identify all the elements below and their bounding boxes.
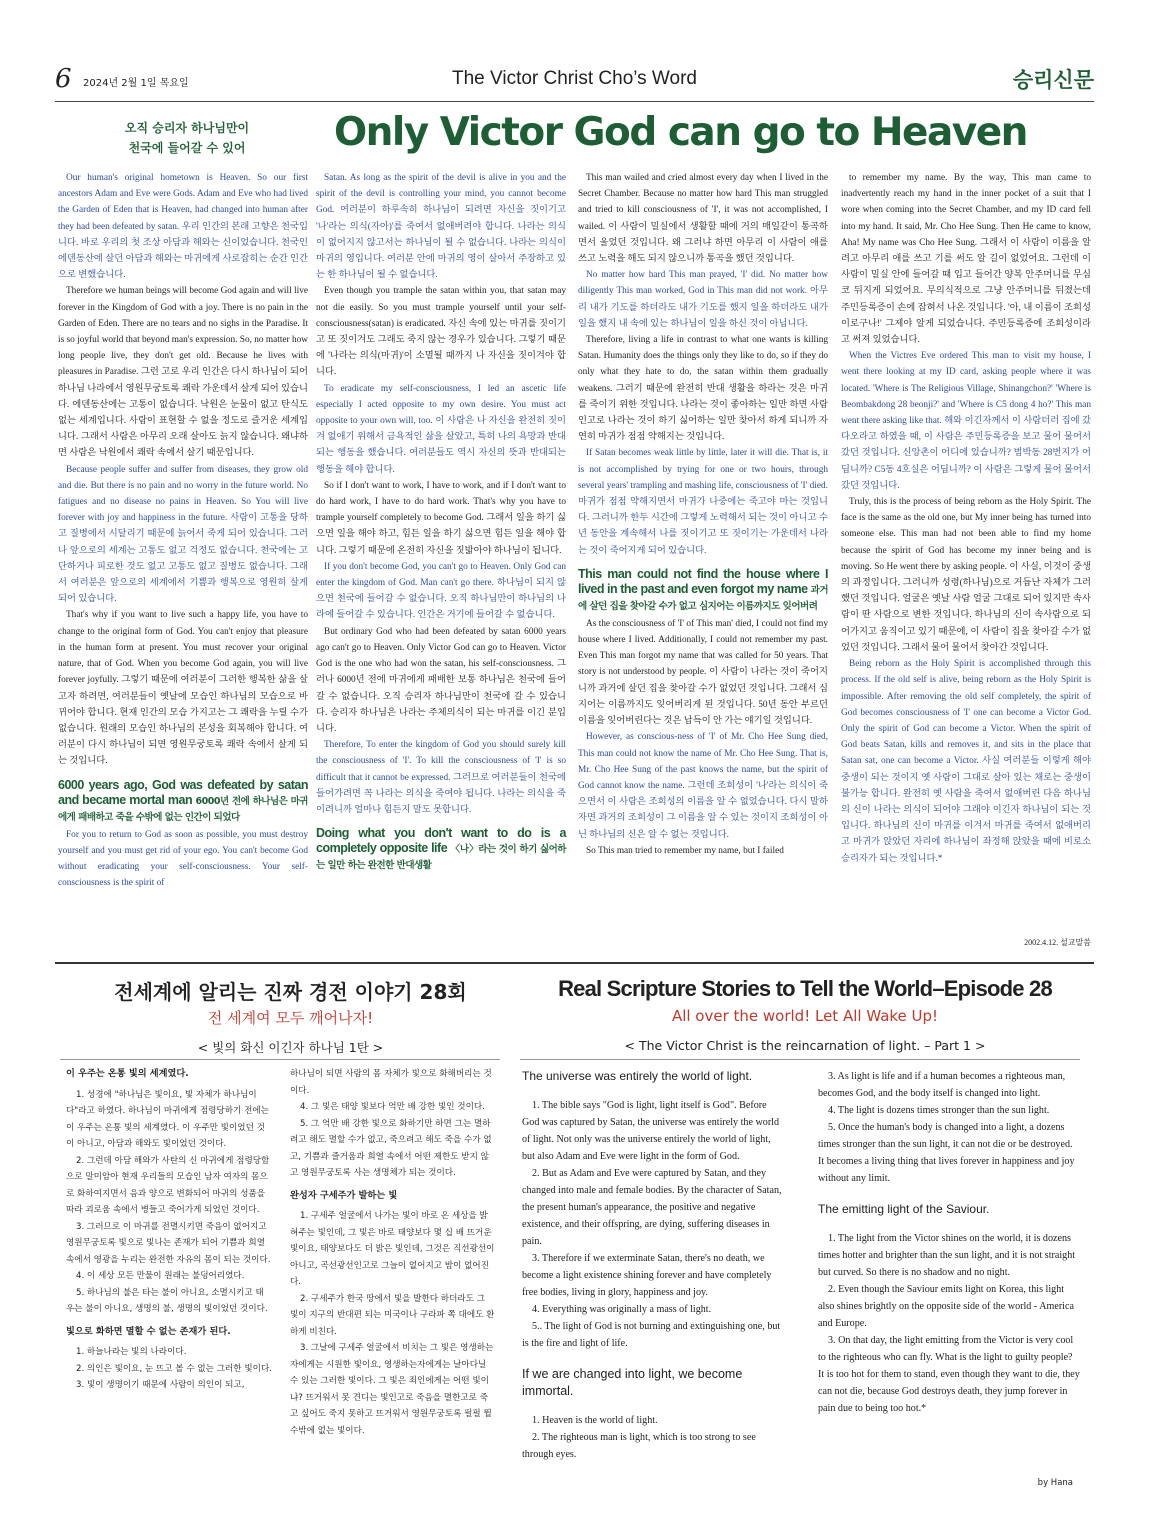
- section-heading: The emitting light of the Saviour.: [818, 1202, 990, 1216]
- kicker-line-1: 오직 승리자 하나님만이: [124, 121, 250, 135]
- paragraph: Therefore, living a life in contrast to what one wants is killing Satan. Humanity does the things only they like to do, so if they do only what they hate to do, the satan within them gradually weakens. 그러기 때문에 완전히 반대 생활을 하라는 것은 마귀를 죽이기 위한 것입니다. 나라는 것이 좋아하는 일만 하면 사람인고로 나라는 것이 하기 싫어하는 일만 찾아서 하게 되니까 자연히 마귀가 점점 약해지는 것입니다.: [578, 335, 828, 443]
- paragraph: 3. On that day, the light emitting from the Victor is very cool to the righteous who can fly. What is the light to guilty people? It is too hot for them to stand, even though they want to die, they can not die, because God destroys death, they jump forever in pain due to being too hot.*: [818, 1335, 1080, 1414]
- subheading: [58, 778, 308, 825]
- english-series-title: Real Scripture Stories to Tell the World–Episode 28: [558, 976, 1052, 1001]
- paragraph: If you don't become God, you can't go to Heaven. Only God can enter the kingdom of God. Man can't go there. 하나님이 되지 않으면 천국에 들어갈 수 없습니다. 오직 하나님만이 하나님의 나라에 들어갈 수 있습니다. 인간은 거기에 들어갈 수 없습니다.: [316, 561, 566, 621]
- paragraph: to remember my name. By the way, This man came to inadvertently reach my hand in the inner pocket of a suit that I wore when coming into the Secret Chamber, and my ID card fell into my hand. It said, Mr. Cho Hee Sung. Then He came to know, Aha! My name was Cho Hee Sung. 그래서 이 사람이 이름을 알려고 아무리 애를 쓰고 기를 써도 알 길이 없었어요. 그런데 이 사람이 밀실 안에 들어갈 때 입고 들어간 양복 안주머니를 무심코 뒤지게 되었어요. 무의식적으로 그냥 안주머니를 뒤졌는데 주민등록증이 손에 잡혀서 나온 것입니다. '아, 내 이름이 조희성이로구나!' 그제야 알게 되었습니다. 주민등록증에 조희성이라고 써져 있었습니다.: [841, 173, 1091, 346]
- paragraph: 4. 이 세상 모든 만물이 원래는 불덩어리였다.: [76, 1271, 245, 1281]
- paragraph: 하나님이 되면 사람의 몸 자체가 빛으로 화해버리는 것이다.: [290, 1069, 492, 1096]
- section-heading: The universe was entirely the world of light.: [522, 1069, 753, 1083]
- section-heading: 이 우주는 온통 빛의 세계였다.: [66, 1068, 189, 1079]
- article-column-3: [578, 170, 828, 859]
- paragraph: 5. 그 억만 배 강한 빛으로 화하기만 하면 그는 멸하려고 해도 멸할 수가 없고, 죽으려고 해도 죽을 수가 없고, 기쁨과 즐거움과 희열 속에서 어떤 제한도 받지 않고 영원무궁토록 사는 생명체가 되는 것이다.: [290, 1118, 492, 1178]
- english-story-right: [818, 1068, 1080, 1417]
- subheading-english: This man could not find the house where I lived in the past and even forgot my name: [578, 566, 828, 596]
- subheading: [578, 567, 828, 614]
- paragraph: For you to return to God as soon as possible, you must destroy yourself and you must get rid of your ego. You can't become God without eradicating your self-consciousness. Your self-consciousness is the spirit of: [58, 829, 308, 889]
- section-heading: If we are changed into light, we become immortal.: [522, 1367, 743, 1398]
- article-column-4: [841, 170, 1091, 867]
- english-series-subtitle: All over the world! Let All Wake Up!: [671, 1007, 939, 1025]
- section-heading: 완성자 구세주가 발하는 빛: [290, 1189, 398, 1201]
- paragraph: Because people suffer and suffer from diseases, they grow old and die. But there is no pain and no worry in the future world. No fatigues and no disease no pains in Heaven. So You will live forever with joy and happiness in the future. 사람이 고통을 당하고 질병에서 시달리기 때문에 늙어서 죽게 되어 있습니다. 그러나 앞으로의 세계는 고통도 없고 걱정도 없습니다. 천국에는 고단하거나 피로한 것도 없고 고통도 없고 질병도 없습니다. 그래서 여러분은 앞으로의 세계에서 기쁨과 행복으로 영원히 살게 되어 있습니다.: [58, 464, 308, 605]
- paragraph: 2. But as Adam and Eve were captured by Satan, and they changed into male and female bodies. By the character of Satan, the present human's appearance, the positive and negative existence, and their offspring, are dying, suffering diseases in pain.: [522, 1168, 782, 1247]
- korean-series-title: 전세계에 알리는 진짜 경전 이야기 28회: [114, 980, 467, 1004]
- paragraph: When the Victres Eve ordered This man to visit my house, I went there looking at my ID card, asking people where it was located. 'Where is The Religious Village, Shinangchon?' 'Where is Beombakdong 28 beonji?' and 'Where is C5 dong 4 ho?' This man went there asking like that. 해와 이긴자께서 이 사람더러 집에 갔다오라고 하였을 때, 이 사람은 주민등록증을 보고 물어 물어서 갔던 것입니다. 신앙촌이 어디에 있습니까? 범박동 28번지가 어딥니까? C5동 4호실은 어딥니까? 이 사람은 그렇게 물어 물어서 갔던 것입니다.: [841, 351, 1091, 491]
- paragraph: Satan. As long as the spirit of the devil is alive in you and the spirit of the devil is controlling your mind, you cannot become God. 여러분이 하루속히 하나님이 되려면 자신을 짓이기고 '나'라는 의식(자아)'를 죽여서 없애버려야 합니다. 나라는 의식이 없어지지 않고서는 하나님이 될 수 없습니다. 나라는 의식이 마귀의 영입니다. 여러분 안에 마귀의 영이 살아서 주장하고 있는 한 하나님이 될 수 없습니다.: [316, 173, 566, 281]
- paragraph: Therefore, To enter the kingdom of God you should surely kill the consciousness of 'I'. To kill the consciousness of 'I' is so difficult that it cannot be expressed. 그러므로 여러분들이 천국에 들어가려면 꼭 나라는 의식을 죽여야 됩니다. 나라는 의식을 죽이려니까 얼마나 힘든지 말도 못합니다.: [316, 740, 566, 815]
- paragraph: If Satan becomes weak little by little, later it will die. That is, it is not accomplished by trying for one or two hours, through several years' trampling and mashing life, consciousness of 'I' died. 마귀가 점점 약해지면서 마귀가 나중에는 죽고야 마는 것입니다. 그러니까 한두 시간에 그렇게 노력해서 되는 것이 아니고 수년 동안을 계속해서 나를 짓이기고 또 짓이기는 가운데서 나라는 것이 죽어지게 되어 있습니다.: [578, 448, 828, 556]
- paragraph: But ordinary God who had been defeated by satan 6000 years ago can't go to Heaven. Only Victor God can go to Heaven. Victor God is the one who had won the satan, his self-consciousness. 그러나 6000년 전에 마귀에게 패배한 보통 하나님은 천국에 들어갈 수 없습니다. 오직 승리자 하나님만이 천국에 갈 수 있습니다. 승리자 하나님은 나라는 주체의식이 되는 마귀를 이긴 분입니다.: [316, 626, 566, 734]
- paragraph: 5.. The light of God is not burning and extinguishing one, but is the fire and light of life.: [522, 1321, 781, 1349]
- paragraph: 1. 성경에 "하나님은 빛이요, 빛 자체가 하나님이다"라고 하였다. 하나님이 마귀에게 점령당하기 전에는 이 우주는 온통 빛의 세계였다. 이 우주만 빛이었던 것이 아니고, 아담과 해와도 빛이었던 것이다.: [66, 1089, 269, 1149]
- paragraph: Therefore we human beings will become God again and will live forever in the Kingdom of God with a joy. There is no pain in the Garden of Eden. There are no tears and no sighs in the Paradise. It is so joyful world that beyond man's expression. So, no matter how long people live, they don't get old. Because he lives with pleasures in Paradise. 그런 고로 우리 인간은 다시 하나님이 되어 하나님 나라에서 영원무궁토록 쾌락 가운데서 살게 되어 있습니다. 에덴동산에는 고통이 없습니다. 낙원은 눈물이 없고 탄식도 없는 세계입니다. 사람이 표현할 수 없을 정도로 즐거운 세계입니다. 그래서 사람은 아무리 오래 살아도 늙지 않습니다. 왜냐하면 사람은 낙원에서 쾌락 속에서 살기 때문입니다.: [58, 286, 308, 459]
- article-column-2: [316, 170, 566, 875]
- article-headline: Only Victor God can go to Heaven: [334, 110, 1027, 155]
- byline: by Hana: [1037, 1478, 1073, 1488]
- paragraph: 3. 그날에 구세주 얼굴에서 비치는 그 빛은 영생하는 자에게는 시원한 빛이요, 영생하는자에게는 날아다닐 수 있는 그러한 빛이다. 그 빛은 죄인에게는 어떤 빛이냐? 뜨거워서 못 견디는 빛인고로 죽음을 멸한고로 죽고 싶어도 죽지 못하고 뜨거워서 영원무궁토록 펄펄 뛸 수밖에 없는 빛이다.: [290, 1343, 494, 1436]
- paragraph: 2. The righteous man is light, which is too strong to see through eyes.: [522, 1432, 756, 1460]
- section-heading: 빛으로 화하면 멸할 수 없는 존재가 된다.: [66, 1325, 231, 1337]
- paragraph: This man wailed and cried almost every day when I lived in the Secret Chamber. Because no matter how hard This man struggled and tried to kill consciousness of 'I', it was not accomplished, I wailed. 이 사람이 밀실에서 생활할 때에 거의 매일같이 통곡하면서 울었던 것입니다. 왜 그러냐 하면 아무리 이 사람이 애를 쓰고 노력을 해도 되지 않으니까 통곡을 했던 것입니다.: [578, 173, 828, 265]
- korean-story-left: [66, 1066, 272, 1394]
- subheading-english: Doing what you don't want to do is a completely opposite life: [316, 826, 566, 856]
- paragraph: 2. Even though the Saviour emits light on Korea, this light also shines brightly on the opposite side of the world - America and Europe.: [818, 1284, 1074, 1329]
- article-kicker: [58, 118, 316, 158]
- paragraph: 1. The bible says "God is light, light itself is God". Before God was captured by Satan, the universe was entirely the world of light. Not only was the universe entirely the world of light, but also Adam and Eve were light in the form of God.: [522, 1100, 780, 1162]
- paragraph: 3. As light is life and if a human becomes a righteous man, becomes God, and the body itself is changed into light.: [818, 1071, 1066, 1099]
- series-title: The Victor Christ Cho’s Word: [452, 68, 697, 89]
- paragraph: 2. 구세주가 한국 땅에서 빛을 발한다 하더라도 그 빛이 지구의 반대편 되는 미국이나 구라파 쪽 대에도 환하게 비친다.: [290, 1293, 495, 1337]
- paragraph: 1. 구세주 얼굴에서 나가는 빛이 바로 온 세상을 밝혀주는 빛인데, 그 빛은 바로 태양보다 몇 십 배 뜨거운 빛이요, 태양보다도 더 밝은 빛인데, 그것은 직선광선이 아니고, 곡선광선인고로 그늘이 없어지고 밤이 없어진다.: [290, 1211, 495, 1287]
- paragraph: Our human's original hometown is Heaven. So our first ancestors Adam and Eve were Gods. Adam and Eve who had lived the Garden of Eden that is Heaven, had changed into human after they had been defeated by satan. 우리 인간의 본래 고향은 천국입니다. 바로 우리의 첫 조상 아담과 해와는 신이었습니다. 천국인 에덴동산에 살던 아담과 해와는 마귀에게 사로잡히는 순간 인간으로 변했습니다.: [58, 173, 308, 281]
- masthead: [55, 62, 1094, 102]
- subheading-english: 6000 years ago, God was defeated by satan and became mortal man: [58, 777, 308, 807]
- paragraph: That's why if you want to live such a happy life, you have to change to the original form of God. You can't enjoy that pleasure in the human form at present. You must recover your original nature, that of God. When you become God again, you will live forever joyfully. 그렇기 때문에 여러분이 그러한 행복한 삶을 살고자 하려면, 여러분들이 옛날에 모습인 하나님의 모습으로 바뀌어야 합니다. 현재 인간의 모습 가지고는 그 쾌락을 누릴 수가 없습니다. 원래의 모습인 하나님의 본성을 회복해야 합니다. 여러분이 다시 하나님이 되면 영원무궁토록 쾌락 속에서 살게 되는 것입니다.: [58, 610, 308, 767]
- paragraph: 1. Heaven is the world of light.: [532, 1415, 658, 1426]
- paragraph: 3. 빛이 생명이기 때문에 사람이 의인이 되고,: [76, 1380, 245, 1390]
- issue-date: 2024년 2월 1일 목요일: [83, 78, 189, 89]
- subheading-korean: 〈나〉라는 것이 하기 싫어하는 일만 하는 완전한 반대생활: [316, 844, 566, 872]
- section-divider: [55, 962, 1094, 964]
- paragraph: As the consciousness of 'I' of This man' died, I could not find my house where I lived. Additionally, I could not remember my past. Even This man forgot my name that was called for 50 years. That story is not understood by people. 이 사람이 나라는 것이 죽어지니까 과거에 살던 집을 찾아갈 수가 없었던 것입니다. 그래서 심지어는 이름까지도 잊어버리게 된 것입니다. 50년 동안 부르던 이름을 잊어버린다는 것은 납득이 안 가는 얘기일 것입니다.: [578, 618, 828, 727]
- article-column-1: [58, 170, 308, 891]
- paragraph: 1. The light from the Victor shines on the world, it is dozens times hotter and brighter than the sun light, and it is not straight but curved. So there is no shadow and no night.: [818, 1233, 1076, 1278]
- subheading-korean: 6000년 전에 하나님은 마귀에게 패배하고 죽을 수밖에 없는 인간이 되었다: [58, 795, 308, 823]
- newspaper-name: 승리신문: [1012, 68, 1094, 92]
- paragraph: 4. 그 빛은 태양 빛보다 억만 배 강한 빛인 것이다.: [300, 1102, 485, 1112]
- paragraph: However, as conscious-ness of 'I' of Mr. Cho Hee Sung died, This man could not know the name of Mr. Cho Hee Sung. That is, Mr. Cho Hee Sung of the past knows the name, but the spirit of God cannot know the name. 그런데 조희성이 '나'라는 의식이 죽으면서 이 사람은 조희성의 이름을 알 수 없었습니다. 다시 말하자면 과거의 조희성이 그 이름을 알 수 있는 것이지 조희성이 아닌 하나님의 신은 알 수 없는 것입니다.: [578, 732, 828, 840]
- paragraph: 5. 하나님의 불은 타는 불이 아니요, 소멸시키고 태우는 불이 아니요, 생명의 불, 생명의 빛이었던 것이다.: [66, 1287, 268, 1314]
- paragraph: 4. The light is dozens times stronger than the sun light.: [828, 1105, 1050, 1116]
- korean-story-right: [290, 1066, 496, 1439]
- kicker-line-2: 천국에 들어갈 수 있어: [128, 141, 246, 155]
- korean-part-title: < 빛의 화신 이긴자 하나님 1탄 >: [197, 1040, 384, 1055]
- paragraph: No matter how hard This man prayed, 'I' did. No matter how diligently This man worked, God in This man did not work. 아무리 내가 기도를 하더라도 내가 기도를 했지 일을 하더라도 내가 일을 했지 내 속에 있는 하나님이 일을 하신 것이 아닙니다.: [578, 270, 828, 329]
- sermon-date: 2002.4.12. 설교말씀: [1024, 938, 1091, 947]
- paragraph: Even though you trample the satan within you, that satan may not die easily. So you must trample yourself until your self-consciousness(satan) is eradicated. 자신 속에 있는 마귀를 짓이기고 또 짓이겨도 그래도 죽지 않는 경우가 있습니다. 그렇기 때문에 '나라는 의식(마귀)'이 소멸될 때까지 나 자신을 짓이겨야 합니다.: [316, 286, 566, 378]
- page-number: 6: [55, 64, 72, 94]
- korean-rule: [60, 1059, 500, 1060]
- paragraph: 3. Therefore if we exterminate Satan, there's no death, we become a light existence shining forever and have completely free bodies, living in glory, happiness and joy.: [522, 1253, 772, 1298]
- paragraph: 4. Everything was originally a mass of light.: [532, 1304, 712, 1315]
- paragraph: 1. 하늘나라는 빛의 나라이다.: [76, 1347, 187, 1357]
- paragraph: To eradicate my self-consciousness, I led an ascetic life especially I acted opposite to my own desire. You must act opposite to your own will, too. 이 사람은 나 자신을 완전히 짓이겨 없애기 위해서 금욕적인 삶을 살았고, 특히 나의 욕망과 반대되는 행동을 했습니다. 여러분들도 역시 자신의 뜻과 반대되는 행동을 해야 합니다.: [316, 383, 566, 475]
- paragraph: 5. Once the human's body is changed into a light, a dozens times stronger than the sun light, it can not die or be destroyed. It becomes a living thing that lives forever in happiness and joy without any limit.: [818, 1122, 1075, 1184]
- paragraph: So This man tried to remember my name, but I failed: [586, 845, 784, 856]
- paragraph: Truly, this is the process of being reborn as the Holy Spirit. The face is the same as the old one, but My inner being has turned into someone else. This man had not been able to find my home because the spirit of God has become my inner being and is moving. So He went there by asking people. 이 사실, 이것이 중생의 과정입니다. 그러니까 성령(하나님)으로 거듭난 자체가 그러했던 것입니다. 얼굴은 옛날 사람 얼굴 그대로 되어 있지만 속사람이 딴 사람으로 변한 것입니다. 하나님의 신이 속사람으로 되어가지고 움직이고 있기 때문에, 이 사람이 집을 찾아갈 수가 없었던 것입니다. 그래서 물어 물어서 찾아간 것입니다.: [841, 497, 1091, 653]
- subheading: [316, 826, 566, 873]
- paragraph: 2. 의인은 빛이요, 눈 뜨고 볼 수 없는 그러한 빛이다.: [76, 1363, 272, 1374]
- paragraph: So if I don't want to work, I have to work, and if I don't want to do hard work, I have to do hard work. That's why you have to trample yourself completely to become God. 그래서 일을 하기 싫으면 일을 해야 하고, 힘든 일을 하기 싫으면 힘든 일을 해야 합니다. 그렇기 때문에 온전히 자신을 짓밟아야 하나님이 됩니다.: [316, 480, 566, 556]
- english-part-title: < The Victor Christ is the reincarnation of light. – Part 1 >: [624, 1038, 986, 1053]
- paragraph: 3. 그러므로 이 마귀를 전멸시키면 죽음이 없어지고 영원무궁토록 빛으로 빛나는 존재가 되어 기쁨과 희열 속에서 영광을 누리는 완전한 자유의 몸이 되는 것이다.: [66, 1221, 271, 1265]
- english-story-left: [522, 1068, 784, 1463]
- korean-series-subtitle: 전 세계여 모두 깨어나자!: [207, 1009, 374, 1027]
- paragraph: Being reborn as the Holy Spirit is accomplished through this process. If the old self is alive, being reborn as the Holy Spirit is impossible. After removing the old self completely, the spirit of God becomes consciousness of 'I' one can become a Victor God. Only the spirit of God can become a Victor. When the spirit of God beats Satan, kills and removes it, and sits in the place that Satan sat, one can become a Victor. 사실 여러분들 이렇게 해야 중생이 되는 것이지 옛 사람이 그대로 살아 있는 채로는 중생이 불가능 합니다. 완전히 옛 사람을 죽여서 없애버린 다음 하나님의 신이 나라는 의식이 되어야 그래야 이긴자 하나님이 되는 것입니다. 하나님의 신이 마귀를 이겨서 마귀를 죽여서 없애버리고 마귀가 앉았던 자리에 하나님이 좌정해 앉았을 때에 비로소 승리자가 되는 것입니다.*: [841, 659, 1091, 864]
- english-rule: [520, 1059, 1080, 1060]
- subheading-korean: 과거에 살던 집을 찾아갈 수가 없고 심지어는 이름까지도 잊어버려: [578, 584, 828, 612]
- paragraph: 2. 그런데 아담 해와가 사탄의 신 마귀에게 점령당함으로 말미암아 현재 우리들의 모습인 남자 여자의 몸으로 화하여지면서 음과 양으로 변화되어 마귀의 성품을 따라 괴로움 속에서 병들고 죽어가게 되었던 것이다.: [66, 1155, 270, 1215]
